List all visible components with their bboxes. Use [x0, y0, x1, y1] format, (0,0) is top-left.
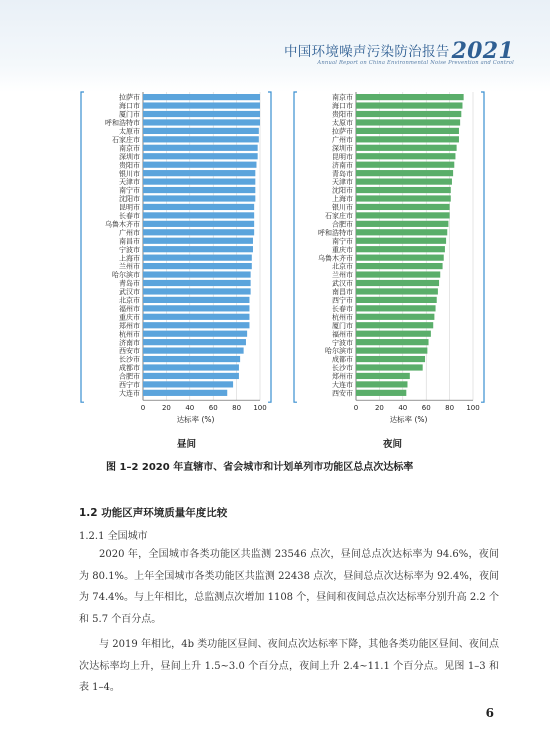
category-label: 北京市	[332, 262, 353, 271]
bar	[143, 221, 254, 227]
bar	[356, 356, 425, 362]
category-label: 武汉市	[119, 288, 140, 297]
category-label: 贵阳市	[119, 161, 140, 170]
category-label: 济南市	[119, 338, 140, 347]
bar	[356, 221, 448, 227]
bar	[356, 153, 455, 159]
bar	[143, 170, 255, 176]
category-label: 乌鲁木齐市	[318, 254, 353, 263]
category-label: 成都市	[119, 364, 140, 373]
category-label: 深圳市	[332, 144, 353, 153]
bar	[143, 153, 258, 159]
tick-label: 60	[208, 404, 218, 413]
bar	[356, 305, 436, 311]
category-label: 郑州市	[332, 372, 353, 381]
bar	[143, 119, 260, 125]
bar	[143, 145, 258, 151]
bar	[143, 373, 239, 379]
bar	[143, 102, 260, 108]
category-label: 郑州市	[119, 321, 140, 330]
category-label: 上海市	[332, 195, 353, 204]
frame-left	[81, 92, 84, 402]
bar	[143, 305, 249, 311]
tick-label: 60	[421, 404, 431, 413]
bar	[143, 136, 259, 142]
category-label: 贵阳市	[332, 110, 353, 119]
category-label: 宁波市	[332, 338, 353, 347]
bar	[143, 187, 255, 193]
bar	[356, 128, 459, 134]
category-label: 青岛市	[332, 169, 353, 178]
x-axis-label: 达标率 (%)	[389, 415, 428, 425]
daytime-label: 昼间	[177, 439, 197, 450]
section-heading: 1.2 功能区声环境质量年度比较	[79, 507, 228, 519]
category-label: 深圳市	[119, 152, 140, 161]
category-label: 昆明市	[332, 152, 353, 161]
bar	[356, 119, 460, 125]
subsection-heading: 1.2.1 全国城市	[79, 531, 148, 542]
bar	[143, 255, 252, 261]
category-label: 昆明市	[119, 203, 140, 212]
tick-label: 0	[353, 404, 359, 413]
category-label: 武汉市	[332, 279, 353, 288]
category-label: 呼和浩特市	[105, 119, 140, 128]
category-label: 南京市	[119, 144, 140, 153]
category-label: 宁波市	[119, 245, 140, 254]
tick-label: 20	[374, 404, 384, 413]
category-label: 石家庄市	[112, 135, 140, 144]
bar	[143, 331, 247, 337]
bar	[143, 271, 251, 277]
bar	[356, 179, 452, 185]
category-label: 拉萨市	[119, 93, 140, 102]
x-axis-label: 达标率 (%)	[176, 415, 215, 425]
bar	[356, 280, 439, 286]
nighttime-chart-svg	[293, 88, 493, 425]
bar	[356, 94, 464, 100]
category-label: 天津市	[332, 178, 353, 187]
category-label: 福州市	[332, 330, 353, 339]
category-label: 沈阳市	[332, 186, 353, 195]
category-label: 南昌市	[332, 288, 353, 297]
bar	[143, 381, 233, 387]
bar	[143, 212, 254, 218]
bar	[356, 373, 410, 379]
bar	[356, 145, 457, 151]
category-label: 呼和浩特市	[318, 228, 353, 237]
category-label: 大连市	[119, 389, 140, 398]
bar	[143, 246, 253, 252]
bar	[356, 229, 447, 235]
bar	[143, 356, 240, 362]
bar	[143, 162, 256, 168]
category-label: 长春市	[332, 304, 353, 313]
page-number: 6	[485, 706, 494, 720]
bar	[143, 280, 251, 286]
category-label: 大连市	[332, 381, 353, 389]
tick-label: 100	[466, 404, 480, 413]
category-label: 天津市	[119, 178, 140, 187]
tick-label: 80	[232, 404, 242, 413]
tick-label: 0	[140, 404, 146, 413]
bar	[143, 128, 259, 134]
category-label: 合肥市	[332, 220, 353, 229]
category-label: 南昌市	[119, 237, 140, 246]
bar	[143, 204, 254, 210]
frame-right	[268, 92, 271, 402]
bar	[356, 322, 433, 328]
bar	[356, 381, 407, 387]
category-label: 银川市	[119, 169, 140, 178]
nighttime-chart	[293, 88, 493, 425]
bar	[356, 331, 431, 337]
bar	[356, 136, 459, 142]
bar	[143, 179, 255, 185]
bar	[143, 263, 252, 269]
paragraph-2: 与 2019 年相比，4b 类功能区昼间、夜间点次达标率下降，其他各类功能区昼间、夜间点次达标率均上升，昼间上升 1.5~3.0 个百分点，夜间上升 2.4~11.1 个百分点。见图 1–3 和表 1–4。	[79, 639, 499, 693]
category-label: 长春市	[119, 212, 140, 220]
tick-label: 80	[445, 404, 455, 413]
category-label: 杭州市	[119, 330, 140, 339]
bar	[356, 238, 446, 244]
report-subtitle: Annual Report on China Environmental Noise Prevention and Control	[317, 60, 514, 66]
bar	[143, 288, 251, 294]
bar	[143, 390, 227, 396]
category-label: 海口市	[119, 102, 140, 111]
bar	[356, 339, 429, 345]
category-label: 西安市	[332, 389, 353, 398]
bar	[356, 170, 453, 176]
category-label: 广州市	[119, 228, 140, 237]
category-label: 长沙市	[119, 355, 140, 364]
category-label: 太原市	[332, 119, 353, 128]
bar	[356, 204, 450, 210]
category-label: 厦门市	[119, 110, 140, 119]
bar	[356, 162, 454, 168]
category-label: 西宁市	[119, 381, 140, 389]
category-label: 沈阳市	[119, 195, 140, 204]
bar	[143, 339, 246, 345]
figure-caption: 图 1–2 2020 年直辖市、省会城市和计划单列市功能区总点次达标率	[106, 462, 414, 473]
category-label: 合肥市	[119, 372, 140, 381]
category-label: 南宁市	[119, 186, 140, 195]
bar	[143, 297, 249, 303]
category-label: 西宁市	[332, 296, 353, 305]
bar	[356, 288, 438, 294]
daytime-chart	[80, 88, 280, 425]
category-label: 拉萨市	[332, 127, 353, 136]
report-title-text: 中国环境噪声污染防治报告	[283, 44, 450, 60]
paragraph-1: 2020 年，全国城市各类功能区共监测 23546 点次，昼间总点次达标率为 94.6%，夜间为 80.1%。上年全国城市各类功能区共监测 22438 点次，昼间总点次达标率为 92.4%，夜间为 74.4%。与上年相比，总监测点次增加 1108 个，昼间和夜间总点次达标率分别升高 2.2 个和 5.7 个百分点。	[79, 549, 499, 625]
tick-label: 100	[253, 404, 267, 413]
bar	[356, 111, 461, 117]
category-label: 太原市	[119, 127, 140, 136]
tick-label: 40	[185, 404, 195, 413]
bar	[143, 94, 260, 100]
daytime-chart-svg	[80, 88, 280, 425]
category-label: 哈尔滨市	[325, 347, 353, 356]
frame-right	[481, 92, 484, 402]
bar	[143, 229, 254, 235]
report-year: 2021	[451, 38, 514, 64]
bar	[143, 238, 253, 244]
bar	[356, 271, 440, 277]
bar	[143, 348, 244, 354]
bar	[143, 314, 249, 320]
nighttime-label: 夜间	[383, 439, 403, 450]
category-label: 上海市	[119, 254, 140, 263]
category-label: 济南市	[332, 161, 353, 170]
category-label: 广州市	[332, 135, 353, 144]
category-label: 福州市	[119, 304, 140, 313]
bar	[143, 364, 239, 370]
category-label: 乌鲁木齐市	[105, 220, 140, 229]
bar	[143, 111, 260, 117]
bar	[356, 390, 406, 396]
category-label: 兰州市	[332, 271, 353, 280]
tick-label: 20	[161, 404, 171, 413]
bar	[143, 195, 255, 201]
category-label: 兰州市	[119, 262, 140, 271]
category-label: 重庆市	[332, 245, 353, 254]
bar	[356, 187, 451, 193]
category-label: 青岛市	[119, 279, 140, 288]
category-label: 南京市	[332, 93, 353, 102]
category-label: 西安市	[119, 347, 140, 356]
category-label: 银川市	[332, 203, 353, 212]
category-label: 杭州市	[332, 313, 353, 322]
category-label: 北京市	[119, 296, 140, 305]
bar	[356, 246, 445, 252]
bar	[356, 263, 443, 269]
bar	[356, 255, 444, 261]
category-label: 厦门市	[332, 321, 353, 330]
category-label: 石家庄市	[325, 212, 353, 220]
frame-left	[294, 92, 297, 402]
category-label: 长沙市	[332, 364, 353, 373]
bar	[356, 212, 450, 218]
bar	[356, 297, 437, 303]
bar	[356, 314, 434, 320]
category-label: 海口市	[332, 102, 353, 111]
category-label: 南宁市	[332, 237, 353, 246]
bar	[356, 348, 427, 354]
bar	[143, 322, 249, 328]
bar	[356, 364, 423, 370]
tick-label: 40	[398, 404, 408, 413]
category-label: 哈尔滨市	[112, 271, 140, 280]
category-label: 重庆市	[119, 313, 140, 322]
bar	[356, 195, 451, 201]
category-label: 成都市	[332, 355, 353, 364]
bar	[356, 102, 462, 108]
